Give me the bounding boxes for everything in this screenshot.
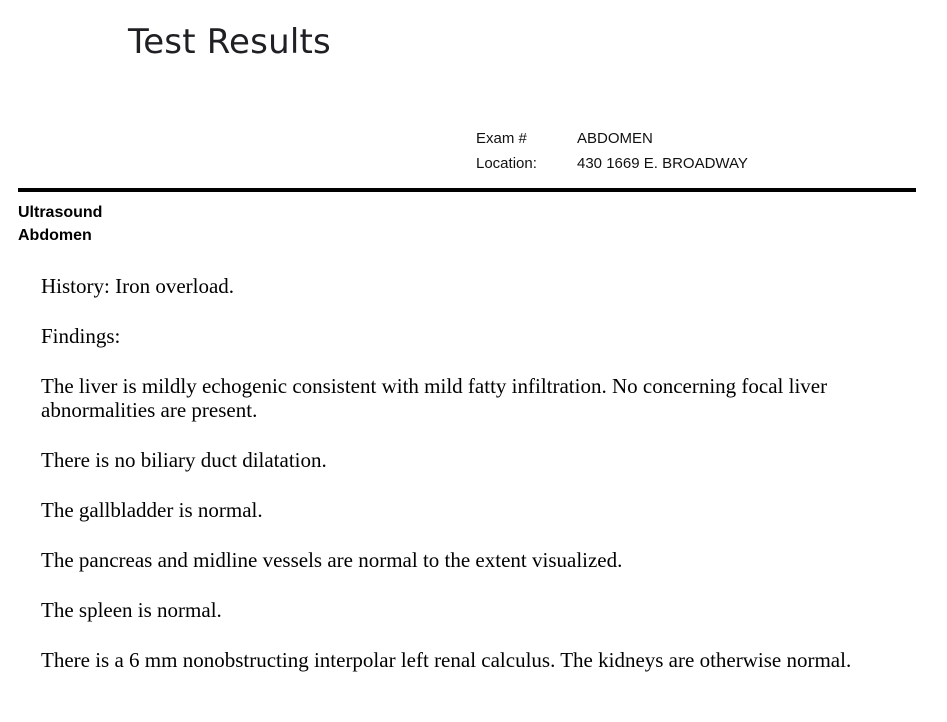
location-row bbox=[476, 151, 748, 176]
page-title: Test Results bbox=[128, 22, 331, 62]
findings-heading: Findings: bbox=[41, 324, 121, 348]
finding-paragraph: There is a 6 mm nonobstructing interpolar left renal calculus. The kidneys are otherwise normal. bbox=[41, 648, 852, 672]
exam-info bbox=[476, 126, 748, 176]
exam-modality: Ultrasound bbox=[18, 204, 103, 221]
report-body bbox=[41, 274, 901, 696]
header-divider bbox=[18, 188, 916, 192]
location-label: Location: bbox=[476, 155, 537, 172]
exam-number-value: ABDOMEN bbox=[577, 130, 653, 147]
finding-paragraph: The gallbladder is normal. bbox=[41, 498, 263, 522]
exam-region: Abdomen bbox=[18, 227, 92, 244]
finding-paragraph: The liver is mildly echogenic consistent with mild fatty infiltration. No concerning focal liver abnormalities are present. bbox=[41, 374, 828, 422]
finding-paragraph: There is no biliary duct dilatation. bbox=[41, 448, 327, 472]
finding-paragraph: The spleen is normal. bbox=[41, 598, 222, 622]
exam-type bbox=[18, 201, 102, 247]
history-text: History: Iron overload. bbox=[41, 274, 235, 298]
finding-paragraph: The pancreas and midline vessels are normal to the extent visualized. bbox=[41, 548, 623, 572]
exam-number-label: Exam # bbox=[476, 130, 527, 147]
exam-number-row bbox=[476, 126, 748, 151]
location-value: 430 1669 E. BROADWAY bbox=[577, 155, 748, 172]
